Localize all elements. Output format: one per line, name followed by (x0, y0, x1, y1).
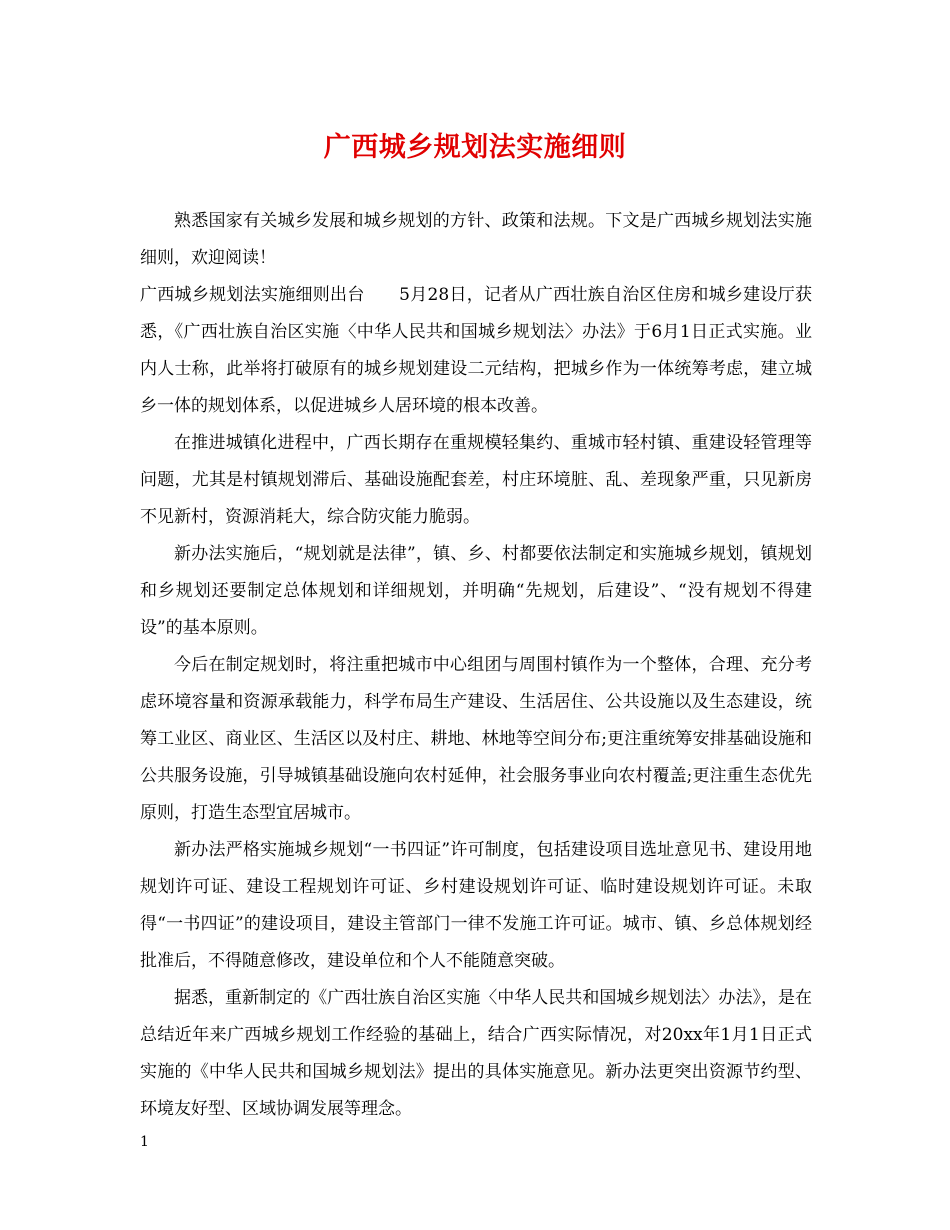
paragraph-principles: 新办法实施后，“规划就是法律”，镇、乡、村都要依法制定和实施城乡规划，镇规划和乡规划还要制定总体规划和详细规划，并明确“先规划，后建设”、“没有规划不得建设”的基本原则。 (140, 544, 812, 638)
paragraph-permits: 新办法严格实施城乡规划“一书四证”许可制度，包括建设项目选址意见书、建设用地规划许可证、建设工程规划许可证、乡村建设规划许可证、临时建设规划许可证。未取得“一书四证”的建设项目，建设主管部门一律不发施工许可证。城市、镇、乡总体规划经批准后，不得随意修改，建设单位和个人不能随意突破。 (140, 840, 812, 971)
paragraph-intro: 熟悉国家有关城乡发展和城乡规划的方针、政策和法规。下文是广西城乡规划法实施细则，欢迎阅读！ (140, 211, 812, 268)
paragraph-background: 在推进城镇化进程中，广西长期存在重规模轻集约、重城市轻村镇、重建设轻管理等问题，尤其是村镇规划滞后、基础设施配套差，村庄环境脏、乱、差现象严重，只见新房不见新村，资源消耗大，综合防灾能力脆弱。 (140, 433, 812, 527)
document-title: 广西城乡规划法实施细则 (323, 132, 627, 163)
paragraph-planning: 今后在制定规划时，将注重把城市中心组团与周围村镇作为一个整体，合理、充分考虑环境容量和资源承载能力，科学布局生产建设、生活居住、公共设施以及生态建设，统筹工业区、商业区、生活区以及村庄、耕地、林地等空间分布;更注重统筹安排基础设施和公共服务设施，引导城镇基础设施向农村延伸，社会服务事业向农村覆盖;更注重生态优先原则，打造生态型宜居城市。 (140, 655, 812, 823)
page-number: 1 (140, 1134, 149, 1150)
paragraph-announcement: 广西城乡规划法实施细则出台 5月28日，记者从广西壮族自治区住房和城乡建设厅获悉，《广西壮族自治区实施〈中华人民共和国城乡规划法〉办法》于6月1日正式实施。业内人士称，此举将打破原有的城乡规划建设二元结构，把城乡作为一体统筹考虑，建立城乡一体的规划体系，以促进城乡人居环境的根本改善。 (140, 285, 812, 416)
document-body (140, 203, 812, 1128)
paragraph-summary: 据悉，重新制定的《广西壮族自治区实施〈中华人民共和国城乡规划法〉办法》，是在总结近年来广西城乡规划工作经验的基础上，结合广西实际情况，对20xx年1月1日正式实施的《中华人民共和国城乡规划法》提出的具体实施意见。新办法更突出资源节约型、环境友好型、区域协调发展等理念。 (140, 988, 812, 1119)
